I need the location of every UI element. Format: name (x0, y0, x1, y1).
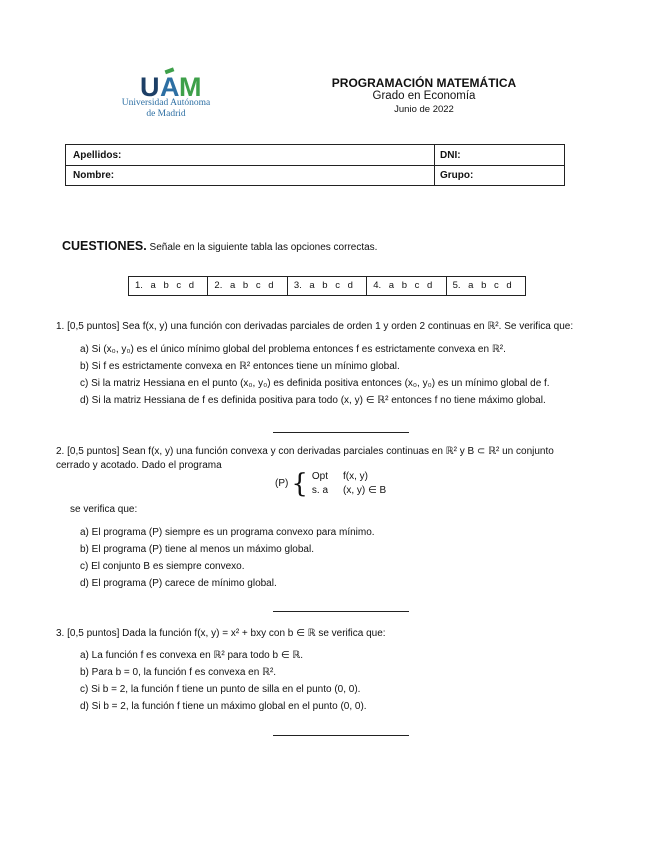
question-1-stem: 1. [0,5 puntos] Sea f(x, y) una función con derivadas parciales de orden 1 y orden 2 continuas en ℝ². Se verifica que: (56, 321, 574, 332)
answer-cell-3[interactable]: 3. a b c d (288, 277, 367, 295)
logo-line-1: Universidad Autónoma (121, 98, 211, 108)
question-2-option-c: c) El conjunto B es siempre convexo. (80, 561, 245, 572)
student-info-box (65, 144, 565, 186)
question-3-stem: 3. [0,5 puntos] Dada la función f(x, y) = x² + bxy con b ∈ ℝ se verifica que: (56, 628, 386, 639)
program-sa: s. a (311, 485, 329, 496)
answer-cell-5[interactable]: 5. a b c d (452, 280, 512, 291)
question-3-option-a: a) La función f es convexa en ℝ² para todo b ∈ ℝ. (80, 650, 304, 661)
question-2-stem: 2. [0,5 puntos] Sean f(x, y) una función convexa y con derivadas parciales continuas en ℝ² y B ⊂ ℝ² un conjunto cerrado y acotado. Dado el programa (56, 446, 554, 471)
student-row-1 (66, 145, 564, 166)
question-1-option-c: c) Si la matriz Hessiana en el punto (x₀, y₀) es definida positiva entonces (x₀, y₀) es un mínimo global de f. (80, 378, 550, 389)
question-2-option-a: a) El programa (P) siempre es un programa convexo para mínimo. (80, 527, 375, 538)
nombre-label: Nombre: (73, 170, 115, 181)
program-table (274, 470, 387, 498)
answer-line-3 (273, 735, 409, 736)
student-box-divider (434, 145, 435, 185)
answer-line-2 (273, 611, 409, 612)
answer-cell-1[interactable]: 1. a b c d (129, 277, 208, 295)
student-row-2 (66, 166, 564, 186)
apellidos-label: Apellidos: (73, 150, 122, 161)
program-constraint: (x, y) ∈ B (343, 485, 387, 496)
program-name: (P) (275, 478, 289, 489)
answer-table (128, 276, 526, 296)
question-2-option-d: d) El programa (P) carece de mínimo global. (80, 578, 277, 589)
question-3-option-d: d) Si b = 2, la función f tiene un máximo global en el punto (0, 0). (80, 701, 367, 712)
program-objective: f(x, y) (343, 471, 369, 482)
question-1-option-b: b) Si f es estrictamente convexa en ℝ² entonces tiene un mínimo global. (80, 361, 400, 372)
question-2-lead: se verifica que: (70, 504, 138, 515)
answer-cell-4[interactable]: 4. a b c d (367, 277, 446, 295)
grupo-label: Grupo: (440, 170, 474, 181)
cuestiones-heading (62, 239, 377, 253)
exam-date: Junio de 2022 (394, 104, 454, 115)
logo-caption (112, 98, 220, 120)
question-1-option-a: a) Si (x₀, y₀) es el único mínimo global del problema entonces f es estrictamente convexa en ℝ². (80, 344, 506, 355)
program-p (274, 470, 387, 498)
svg-text:U: U (140, 72, 159, 102)
question-1-option-d: d) Si la matriz Hessiana de f es definida positiva para todo (x, y) ∈ ℝ² entonces f no tiene máximo global. (80, 395, 546, 406)
exam-title: PROGRAMACIÓN MATEMÁTICA (331, 76, 517, 90)
cuestiones-title: CUESTIONES. (62, 239, 147, 253)
dni-label: DNI: (440, 150, 461, 161)
question-3-option-c: c) Si b = 2, la función f tiene un punto de silla en el punto (0, 0). (80, 684, 361, 695)
svg-text:A: A (160, 72, 180, 102)
cuestiones-instruction: Señale en la siguiente tabla las opciones correctas. (149, 242, 378, 253)
question-3-option-b: b) Para b = 0, la función f es convexa en ℝ². (80, 667, 277, 678)
svg-text:M: M (179, 72, 202, 102)
exam-subtitle: Grado en Economía (372, 90, 476, 102)
logo-line-2: de Madrid (146, 109, 186, 119)
answer-line-1 (273, 432, 409, 433)
answer-cell-2[interactable]: 2. a b c d (208, 277, 287, 295)
program-brace: { (291, 469, 308, 499)
program-opt: Opt (311, 471, 329, 482)
question-2-option-b: b) El programa (P) tiene al menos un máximo global. (80, 544, 314, 555)
